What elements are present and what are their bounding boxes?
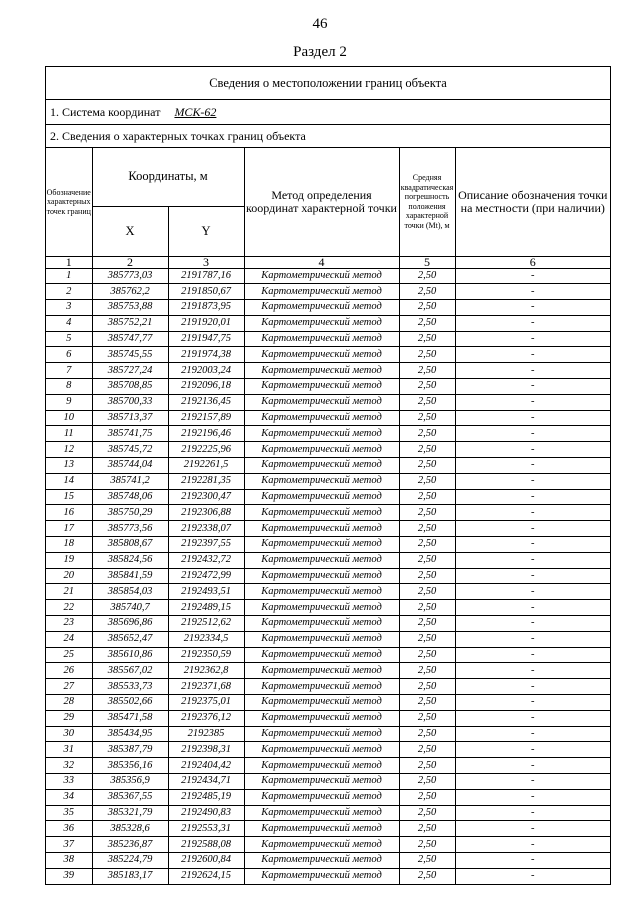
table-row	[46, 442, 610, 458]
error-cell: 2,50	[399, 742, 455, 758]
coord-system-value: МСК-62	[174, 104, 217, 119]
x-coordinate-cell: 385748,06	[92, 489, 168, 505]
point-number-cell: 12	[46, 442, 92, 458]
description-cell: -	[455, 552, 610, 568]
y-coordinate-cell: 2192432,72	[168, 552, 244, 568]
error-cell: 2,50	[399, 347, 455, 363]
point-number-cell: 22	[46, 600, 92, 616]
method-cell: Картометрический метод	[244, 695, 399, 711]
description-cell: -	[455, 663, 610, 679]
x-coordinate-cell: 385745,55	[92, 347, 168, 363]
table-row	[46, 805, 610, 821]
method-cell: Картометрический метод	[244, 379, 399, 395]
point-number-cell: 37	[46, 837, 92, 853]
description-cell: -	[455, 489, 610, 505]
y-coordinate-cell: 2191787,16	[168, 268, 244, 284]
method-cell: Картометрический метод	[244, 537, 399, 553]
y-coordinate-cell: 2192362,8	[168, 663, 244, 679]
x-coordinate-cell: 385773,56	[92, 521, 168, 537]
error-cell: 2,50	[399, 647, 455, 663]
error-cell: 2,50	[399, 537, 455, 553]
x-coordinate-cell: 385750,29	[92, 505, 168, 521]
method-cell: Картометрический метод	[244, 805, 399, 821]
y-coordinate-cell: 2192493,51	[168, 584, 244, 600]
table-row	[46, 537, 610, 553]
table-row	[46, 742, 610, 758]
x-coordinate-cell: 385356,16	[92, 758, 168, 774]
x-coordinate-cell: 385745,72	[92, 442, 168, 458]
table-row	[46, 521, 610, 537]
method-cell: Картометрический метод	[244, 631, 399, 647]
x-coordinate-cell: 385700,33	[92, 394, 168, 410]
point-number-cell: 23	[46, 616, 92, 632]
point-number-cell: 32	[46, 758, 92, 774]
description-cell: -	[455, 458, 610, 474]
y-coordinate-cell: 2192553,31	[168, 821, 244, 837]
method-cell: Картометрический метод	[244, 789, 399, 805]
error-cell: 2,50	[399, 458, 455, 474]
table-row	[46, 647, 610, 663]
table-row	[46, 505, 610, 521]
method-cell: Картометрический метод	[244, 742, 399, 758]
x-coordinate-cell: 385740,7	[92, 600, 168, 616]
point-number-cell: 28	[46, 695, 92, 711]
x-coordinate-cell: 385753,88	[92, 300, 168, 316]
coord-system-label: 1. Система координат	[50, 104, 161, 119]
table-row	[46, 410, 610, 426]
method-cell: Картометрический метод	[244, 315, 399, 331]
x-coordinate-cell: 385752,21	[92, 315, 168, 331]
y-coordinate-cell: 2192376,12	[168, 710, 244, 726]
method-cell: Картометрический метод	[244, 600, 399, 616]
column-number: 3	[168, 256, 244, 268]
error-cell: 2,50	[399, 568, 455, 584]
table-row	[46, 489, 610, 505]
description-cell: -	[455, 600, 610, 616]
error-cell: 2,50	[399, 695, 455, 711]
point-number-cell: 38	[46, 852, 92, 868]
x-coordinate-cell: 385533,73	[92, 679, 168, 695]
table-row	[46, 852, 610, 868]
table-row	[46, 347, 610, 363]
y-coordinate-cell: 2192588,08	[168, 837, 244, 853]
description-cell: -	[455, 284, 610, 300]
y-coordinate-cell: 2192338,07	[168, 521, 244, 537]
y-coordinate-cell: 2192350,59	[168, 647, 244, 663]
error-cell: 2,50	[399, 331, 455, 347]
error-cell: 2,50	[399, 852, 455, 868]
x-coordinate-cell: 385387,79	[92, 742, 168, 758]
error-cell: 2,50	[399, 616, 455, 632]
method-cell: Картометрический метод	[244, 347, 399, 363]
error-cell: 2,50	[399, 379, 455, 395]
table-row	[46, 821, 610, 837]
method-cell: Картометрический метод	[244, 505, 399, 521]
x-coordinate-cell: 385236,87	[92, 837, 168, 853]
y-coordinate-cell: 2192003,24	[168, 363, 244, 379]
point-number-cell: 19	[46, 552, 92, 568]
error-cell: 2,50	[399, 521, 455, 537]
error-cell: 2,50	[399, 679, 455, 695]
table-row	[46, 473, 610, 489]
method-cell: Картометрический метод	[244, 426, 399, 442]
table-row	[46, 268, 610, 284]
description-cell: -	[455, 394, 610, 410]
y-coordinate-cell: 2192385	[168, 726, 244, 742]
y-coordinate-cell: 2192281,35	[168, 473, 244, 489]
column-number: 1	[46, 256, 92, 268]
description-cell: -	[455, 868, 610, 883]
point-number-cell: 26	[46, 663, 92, 679]
column-number-row	[46, 256, 610, 268]
error-cell: 2,50	[399, 315, 455, 331]
x-coordinate-cell: 385356,9	[92, 774, 168, 790]
error-cell: 2,50	[399, 600, 455, 616]
description-cell: -	[455, 647, 610, 663]
table-row	[46, 774, 610, 790]
y-coordinate-cell: 2192397,55	[168, 537, 244, 553]
point-number-cell: 24	[46, 631, 92, 647]
table-row	[46, 679, 610, 695]
error-cell: 2,50	[399, 442, 455, 458]
y-coordinate-cell: 2192136,45	[168, 394, 244, 410]
x-coordinate-cell: 385727,24	[92, 363, 168, 379]
description-cell: -	[455, 679, 610, 695]
error-cell: 2,50	[399, 268, 455, 284]
error-cell: 2,50	[399, 805, 455, 821]
y-coordinate-cell: 2192512,62	[168, 616, 244, 632]
y-coordinate-cell: 2191974,38	[168, 347, 244, 363]
y-coordinate-cell: 2192261,5	[168, 458, 244, 474]
table-row	[46, 394, 610, 410]
error-cell: 2,50	[399, 868, 455, 883]
table-row	[46, 663, 610, 679]
column-number: 4	[244, 256, 399, 268]
method-cell: Картометрический метод	[244, 489, 399, 505]
method-cell: Картометрический метод	[244, 868, 399, 883]
x-coordinate-cell: 385741,2	[92, 473, 168, 489]
x-coordinate-cell: 385224,79	[92, 852, 168, 868]
x-coordinate-cell: 385328,6	[92, 821, 168, 837]
y-coordinate-cell: 2192490,83	[168, 805, 244, 821]
header-y: Y	[168, 206, 244, 256]
x-coordinate-cell: 385747,77	[92, 331, 168, 347]
point-number-cell: 1	[46, 268, 92, 284]
error-cell: 2,50	[399, 505, 455, 521]
description-cell: -	[455, 442, 610, 458]
point-number-cell: 3	[46, 300, 92, 316]
x-coordinate-cell: 385741,75	[92, 426, 168, 442]
y-coordinate-cell: 2192404,42	[168, 758, 244, 774]
point-number-cell: 9	[46, 394, 92, 410]
error-cell: 2,50	[399, 789, 455, 805]
table-row	[46, 789, 610, 805]
description-cell: -	[455, 426, 610, 442]
point-number-cell: 39	[46, 868, 92, 883]
method-cell: Картометрический метод	[244, 616, 399, 632]
error-cell: 2,50	[399, 394, 455, 410]
point-number-cell: 16	[46, 505, 92, 521]
method-cell: Картометрический метод	[244, 331, 399, 347]
method-cell: Картометрический метод	[244, 852, 399, 868]
description-cell: -	[455, 726, 610, 742]
error-cell: 2,50	[399, 837, 455, 853]
y-coordinate-cell: 2192300,47	[168, 489, 244, 505]
x-coordinate-cell: 385367,55	[92, 789, 168, 805]
method-cell: Картометрический метод	[244, 442, 399, 458]
page-number: 46	[312, 16, 328, 32]
error-cell: 2,50	[399, 426, 455, 442]
points-table	[46, 148, 610, 884]
description-cell: -	[455, 695, 610, 711]
description-cell: -	[455, 758, 610, 774]
method-cell: Картометрический метод	[244, 584, 399, 600]
point-number-cell: 21	[46, 584, 92, 600]
table-row	[46, 426, 610, 442]
x-coordinate-cell: 385610,86	[92, 647, 168, 663]
x-coordinate-cell: 385773,03	[92, 268, 168, 284]
y-coordinate-cell: 2192225,96	[168, 442, 244, 458]
table-row	[46, 331, 610, 347]
y-coordinate-cell: 2191947,75	[168, 331, 244, 347]
coord-system-row	[46, 100, 610, 125]
error-cell: 2,50	[399, 552, 455, 568]
table-title: Сведения о местоположении границ объекта	[46, 67, 610, 100]
table-row	[46, 837, 610, 853]
header-x: X	[92, 206, 168, 256]
point-number-cell: 18	[46, 537, 92, 553]
error-cell: 2,50	[399, 774, 455, 790]
method-cell: Картометрический метод	[244, 552, 399, 568]
x-coordinate-cell: 385744,04	[92, 458, 168, 474]
point-number-cell: 10	[46, 410, 92, 426]
description-cell: -	[455, 568, 610, 584]
method-cell: Картометрический метод	[244, 679, 399, 695]
point-number-cell: 36	[46, 821, 92, 837]
method-cell: Картометрический метод	[244, 268, 399, 284]
point-number-cell: 11	[46, 426, 92, 442]
y-coordinate-cell: 2192485,19	[168, 789, 244, 805]
method-cell: Картометрический метод	[244, 473, 399, 489]
error-cell: 2,50	[399, 710, 455, 726]
description-cell: -	[455, 521, 610, 537]
description-cell: -	[455, 410, 610, 426]
error-cell: 2,50	[399, 821, 455, 837]
point-number-cell: 35	[46, 805, 92, 821]
error-cell: 2,50	[399, 631, 455, 647]
x-coordinate-cell: 385808,67	[92, 537, 168, 553]
description-cell: -	[455, 584, 610, 600]
column-number: 5	[399, 256, 455, 268]
y-coordinate-cell: 2192371,68	[168, 679, 244, 695]
x-coordinate-cell: 385762,2	[92, 284, 168, 300]
column-number: 6	[455, 256, 610, 268]
error-cell: 2,50	[399, 284, 455, 300]
header-method: Метод определения координат характерной точки	[244, 148, 399, 256]
y-coordinate-cell: 2192334,5	[168, 631, 244, 647]
point-number-cell: 15	[46, 489, 92, 505]
description-cell: -	[455, 742, 610, 758]
method-cell: Картометрический метод	[244, 710, 399, 726]
method-cell: Картометрический метод	[244, 363, 399, 379]
description-cell: -	[455, 631, 610, 647]
y-coordinate-cell: 2192375,01	[168, 695, 244, 711]
x-coordinate-cell: 385854,03	[92, 584, 168, 600]
x-coordinate-cell: 385652,47	[92, 631, 168, 647]
x-coordinate-cell: 385696,86	[92, 616, 168, 632]
point-number-cell: 30	[46, 726, 92, 742]
points-title: 2. Сведения о характерных точках границ объекта	[46, 125, 610, 148]
point-number-cell: 25	[46, 647, 92, 663]
point-number-cell: 6	[46, 347, 92, 363]
method-cell: Картометрический метод	[244, 568, 399, 584]
point-number-cell: 33	[46, 774, 92, 790]
description-cell: -	[455, 379, 610, 395]
description-cell: -	[455, 821, 610, 837]
point-number-cell: 29	[46, 710, 92, 726]
table-row	[46, 568, 610, 584]
x-coordinate-cell: 385434,95	[92, 726, 168, 742]
x-coordinate-cell: 385824,56	[92, 552, 168, 568]
point-number-cell: 14	[46, 473, 92, 489]
error-cell: 2,50	[399, 363, 455, 379]
method-cell: Картометрический метод	[244, 726, 399, 742]
point-number-cell: 4	[46, 315, 92, 331]
y-coordinate-cell: 2191920,01	[168, 315, 244, 331]
header-coordinates: Координаты, м	[92, 148, 244, 206]
table-row	[46, 284, 610, 300]
y-coordinate-cell: 2192600,84	[168, 852, 244, 868]
x-coordinate-cell: 385713,37	[92, 410, 168, 426]
x-coordinate-cell: 385183,17	[92, 868, 168, 883]
point-number-cell: 5	[46, 331, 92, 347]
table-row	[46, 552, 610, 568]
y-coordinate-cell: 2192434,71	[168, 774, 244, 790]
method-cell: Картометрический метод	[244, 300, 399, 316]
point-number-cell: 13	[46, 458, 92, 474]
error-cell: 2,50	[399, 584, 455, 600]
point-number-cell: 17	[46, 521, 92, 537]
description-cell: -	[455, 347, 610, 363]
description-cell: -	[455, 774, 610, 790]
method-cell: Картометрический метод	[244, 284, 399, 300]
description-cell: -	[455, 710, 610, 726]
y-coordinate-cell: 2192489,15	[168, 600, 244, 616]
x-coordinate-cell: 385567,02	[92, 663, 168, 679]
y-coordinate-cell: 2191850,67	[168, 284, 244, 300]
description-cell: -	[455, 805, 610, 821]
method-cell: Картометрический метод	[244, 394, 399, 410]
description-cell: -	[455, 789, 610, 805]
table-row	[46, 600, 610, 616]
description-cell: -	[455, 473, 610, 489]
section-title: Раздел 2	[293, 44, 347, 60]
column-number: 2	[92, 256, 168, 268]
table-row	[46, 758, 610, 774]
description-cell: -	[455, 837, 610, 853]
y-coordinate-cell: 2192624,15	[168, 868, 244, 883]
header-error: Средняя квадратическая погрешность положения характерной точки (Mt), м	[399, 148, 455, 256]
y-coordinate-cell: 2192157,89	[168, 410, 244, 426]
error-cell: 2,50	[399, 410, 455, 426]
method-cell: Картометрический метод	[244, 663, 399, 679]
method-cell: Картометрический метод	[244, 410, 399, 426]
table-row	[46, 315, 610, 331]
x-coordinate-cell: 385471,58	[92, 710, 168, 726]
method-cell: Картометрический метод	[244, 521, 399, 537]
header-designation: Обозначение характерных точек границ	[46, 148, 92, 256]
x-coordinate-cell: 385321,79	[92, 805, 168, 821]
table-row	[46, 868, 610, 883]
x-coordinate-cell: 385708,85	[92, 379, 168, 395]
y-coordinate-cell: 2191873,95	[168, 300, 244, 316]
y-coordinate-cell: 2192472,99	[168, 568, 244, 584]
method-cell: Картометрический метод	[244, 821, 399, 837]
error-cell: 2,50	[399, 663, 455, 679]
error-cell: 2,50	[399, 489, 455, 505]
error-cell: 2,50	[399, 300, 455, 316]
error-cell: 2,50	[399, 726, 455, 742]
header-description: Описание обозначения точки на местности (при наличии)	[455, 148, 610, 256]
table-row	[46, 616, 610, 632]
points-table-body	[46, 268, 610, 884]
y-coordinate-cell: 2192196,46	[168, 426, 244, 442]
table-row	[46, 363, 610, 379]
y-coordinate-cell: 2192306,88	[168, 505, 244, 521]
method-cell: Картометрический метод	[244, 758, 399, 774]
table-row	[46, 695, 610, 711]
description-cell: -	[455, 315, 610, 331]
method-cell: Картометрический метод	[244, 458, 399, 474]
description-cell: -	[455, 363, 610, 379]
error-cell: 2,50	[399, 758, 455, 774]
point-number-cell: 2	[46, 284, 92, 300]
x-coordinate-cell: 385841,59	[92, 568, 168, 584]
point-number-cell: 20	[46, 568, 92, 584]
description-cell: -	[455, 616, 610, 632]
point-number-cell: 34	[46, 789, 92, 805]
description-cell: -	[455, 537, 610, 553]
table-row	[46, 458, 610, 474]
description-cell: -	[455, 300, 610, 316]
description-cell: -	[455, 852, 610, 868]
point-number-cell: 31	[46, 742, 92, 758]
description-cell: -	[455, 331, 610, 347]
description-cell: -	[455, 268, 610, 284]
table-row	[46, 300, 610, 316]
table-row	[46, 631, 610, 647]
method-cell: Картометрический метод	[244, 837, 399, 853]
point-number-cell: 27	[46, 679, 92, 695]
y-coordinate-cell: 2192096,18	[168, 379, 244, 395]
boundary-table	[45, 66, 611, 885]
table-row	[46, 584, 610, 600]
method-cell: Картометрический метод	[244, 647, 399, 663]
method-cell: Картометрический метод	[244, 774, 399, 790]
table-row	[46, 726, 610, 742]
point-number-cell: 8	[46, 379, 92, 395]
error-cell: 2,50	[399, 473, 455, 489]
x-coordinate-cell: 385502,66	[92, 695, 168, 711]
y-coordinate-cell: 2192398,31	[168, 742, 244, 758]
table-row	[46, 710, 610, 726]
table-row	[46, 379, 610, 395]
point-number-cell: 7	[46, 363, 92, 379]
description-cell: -	[455, 505, 610, 521]
